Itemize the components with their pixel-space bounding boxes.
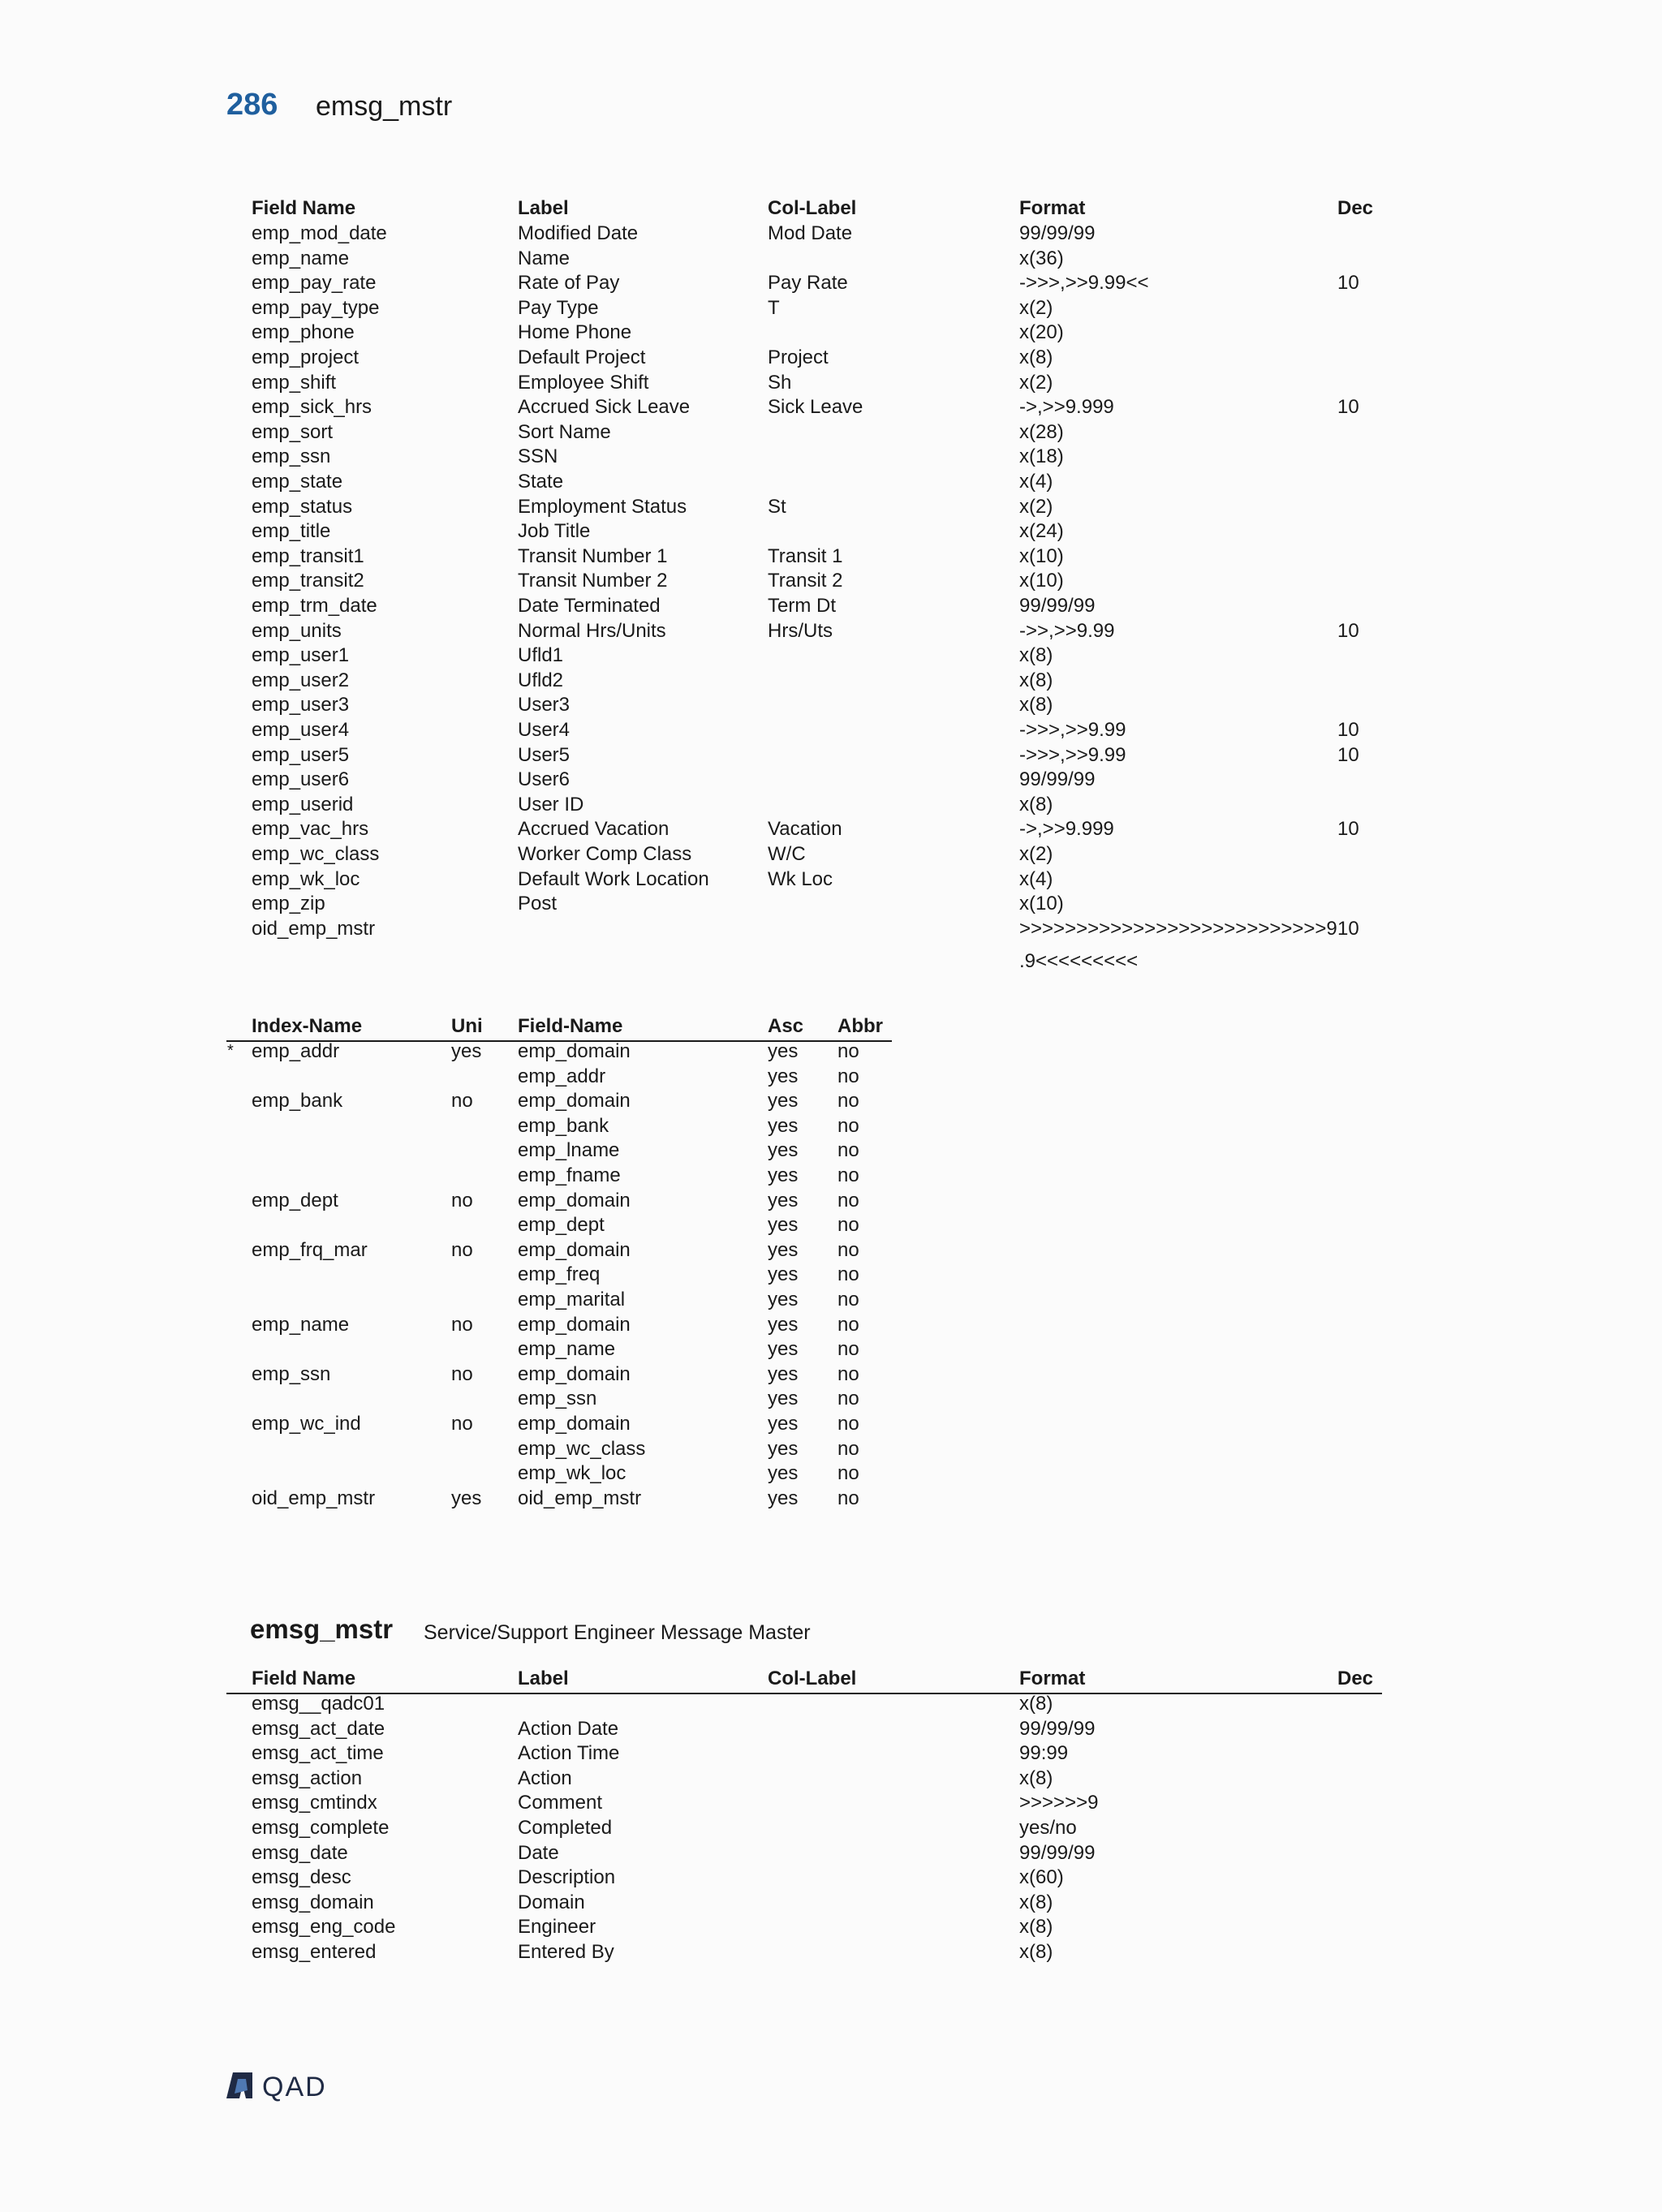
field-name-cell: emp_shift bbox=[252, 371, 337, 394]
format-cell: ->>>,>>9.99 bbox=[1019, 743, 1126, 766]
field-name-cell: emp_status bbox=[252, 495, 353, 518]
format-cell: >>>>>>>>>>>>>>>>>>>>>>>>>>>9 bbox=[1019, 917, 1337, 940]
abbr-cell: no bbox=[837, 1289, 859, 1310]
format-cell: x(8) bbox=[1019, 1693, 1053, 1715]
col-header-field-name: Field Name bbox=[252, 197, 356, 219]
label-cell: SSN bbox=[518, 445, 558, 468]
label-cell: Rate of Pay bbox=[518, 272, 620, 295]
label-cell: User3 bbox=[518, 694, 571, 717]
asc-cell: yes bbox=[768, 1040, 799, 1062]
format-cell: 99/99/99 bbox=[1019, 768, 1096, 791]
format-cell: >>>>>>9 bbox=[1019, 1792, 1099, 1814]
label-cell: Normal Hrs/Units bbox=[518, 619, 666, 642]
label-cell: State bbox=[518, 471, 564, 493]
label-cell: Domain bbox=[518, 1891, 585, 1913]
index-name-cell: emp_ssn bbox=[252, 1362, 331, 1385]
asc-cell: yes bbox=[768, 1313, 799, 1336]
col-label-cell: W/C bbox=[768, 843, 806, 865]
index-name-cell: emp_bank bbox=[252, 1090, 343, 1112]
index-field-cell: emp_addr bbox=[518, 1065, 606, 1087]
format-cell: ->,>>9.999 bbox=[1019, 396, 1114, 419]
format-cell: x(8) bbox=[1019, 793, 1053, 816]
dec-cell: 10 bbox=[1337, 719, 1359, 741]
col-label-cell: Transit 1 bbox=[768, 544, 843, 567]
label-cell: Action bbox=[518, 1767, 572, 1789]
col-label-cell: Hrs/Uts bbox=[768, 619, 833, 642]
format-cell: x(4) bbox=[1019, 867, 1053, 890]
format-cell: x(8) bbox=[1019, 346, 1053, 368]
abbr-cell: no bbox=[837, 1388, 859, 1410]
field-name-cell: emsg_act_date bbox=[252, 1717, 385, 1740]
abbr-cell: no bbox=[837, 1462, 859, 1485]
format-cell: x(2) bbox=[1019, 296, 1053, 319]
format-cell: 99/99/99 bbox=[1019, 222, 1096, 244]
format-cell: x(2) bbox=[1019, 843, 1053, 865]
dec-cell: 10 bbox=[1337, 818, 1359, 841]
label-cell: Description bbox=[518, 1866, 616, 1889]
label-cell: Engineer bbox=[518, 1916, 596, 1939]
field-name-cell: emp_title bbox=[252, 520, 331, 543]
field-name-cell: emp_user5 bbox=[252, 743, 350, 766]
asc-cell: yes bbox=[768, 1139, 799, 1162]
format-cell: ->,>>9.999 bbox=[1019, 818, 1114, 841]
abbr-cell: no bbox=[837, 1114, 859, 1137]
abbr-cell: no bbox=[837, 1413, 859, 1435]
abbr-cell: no bbox=[837, 1164, 859, 1186]
label-cell: Home Phone bbox=[518, 321, 632, 344]
index-field-cell: emp_freq bbox=[518, 1263, 601, 1286]
format-cell: ->>>,>>9.99<< bbox=[1019, 272, 1149, 295]
field-name-cell: oid_emp_mstr bbox=[252, 917, 376, 940]
col-header-col-label: Col-Label bbox=[768, 1668, 857, 1689]
format-cell: x(2) bbox=[1019, 495, 1053, 518]
index-name-cell: emp_wc_ind bbox=[252, 1413, 361, 1435]
asc-cell: yes bbox=[768, 1214, 799, 1237]
index-field-cell: emp_domain bbox=[518, 1090, 631, 1112]
format-cell: 99:99 bbox=[1019, 1742, 1069, 1765]
abbr-cell: no bbox=[837, 1263, 859, 1286]
abbr-cell: no bbox=[837, 1487, 859, 1509]
asc-cell: yes bbox=[768, 1164, 799, 1186]
label-cell: Employment Status bbox=[518, 495, 687, 518]
label-cell: Default Work Location bbox=[518, 867, 709, 890]
unique-cell: no bbox=[451, 1238, 473, 1261]
label-cell: User4 bbox=[518, 719, 571, 741]
field-name-cell: emp_phone bbox=[252, 321, 355, 344]
index-field-cell: oid_emp_mstr bbox=[518, 1487, 642, 1509]
field-name-cell: emsg_act_time bbox=[252, 1742, 384, 1765]
format-cell: x(8) bbox=[1019, 644, 1053, 667]
format-cell: x(20) bbox=[1019, 321, 1064, 344]
col-header-asc: Asc bbox=[768, 1015, 804, 1037]
index-field-cell: emp_name bbox=[518, 1338, 616, 1361]
unique-cell: yes bbox=[451, 1487, 482, 1509]
col-header-uni: Uni bbox=[451, 1015, 483, 1037]
field-name-cell: emsg_desc bbox=[252, 1866, 351, 1889]
index-field-cell: emp_domain bbox=[518, 1040, 631, 1062]
format-cell: x(28) bbox=[1019, 420, 1064, 443]
col-label-cell: St bbox=[768, 495, 786, 518]
format-cell: x(18) bbox=[1019, 445, 1064, 468]
index-name-cell: emp_frq_mar bbox=[252, 1238, 368, 1261]
label-cell: Date bbox=[518, 1841, 559, 1864]
unique-cell: no bbox=[451, 1313, 473, 1336]
format-cell: x(10) bbox=[1019, 544, 1064, 567]
col-header-field-name: Field Name bbox=[252, 1668, 356, 1689]
asc-cell: yes bbox=[768, 1437, 799, 1460]
label-cell: User5 bbox=[518, 743, 571, 766]
col-header-abbr: Abbr bbox=[837, 1015, 883, 1037]
label-cell: Modified Date bbox=[518, 222, 639, 244]
asc-cell: yes bbox=[768, 1065, 799, 1087]
field-name-cell: emp_user6 bbox=[252, 768, 350, 791]
label-cell: Ufld2 bbox=[518, 669, 564, 691]
label-cell: Transit Number 2 bbox=[518, 570, 668, 592]
primary-index-marker: * bbox=[227, 1042, 234, 1060]
dec-cell: 10 bbox=[1337, 272, 1359, 295]
field-name-cell: emp_user2 bbox=[252, 669, 350, 691]
field-name-cell: emp_transit1 bbox=[252, 544, 364, 567]
index-name-cell: emp_name bbox=[252, 1313, 350, 1336]
unique-cell: yes bbox=[451, 1040, 482, 1062]
label-cell: Default Project bbox=[518, 346, 646, 368]
col-header-dec: Dec bbox=[1337, 197, 1374, 219]
format-cell: yes/no bbox=[1019, 1817, 1077, 1839]
unique-cell: no bbox=[451, 1189, 473, 1211]
index-field-cell: emp_fname bbox=[518, 1164, 621, 1186]
abbr-cell: no bbox=[837, 1437, 859, 1460]
label-cell: Accrued Sick Leave bbox=[518, 396, 691, 419]
index-field-cell: emp_domain bbox=[518, 1313, 631, 1336]
unique-cell: no bbox=[451, 1090, 473, 1112]
field-name-cell: emp_user4 bbox=[252, 719, 350, 741]
col-label-cell: T bbox=[768, 296, 780, 319]
label-cell: Entered By bbox=[518, 1941, 614, 1963]
field-name-cell: emp_wk_loc bbox=[252, 867, 360, 890]
asc-cell: yes bbox=[768, 1289, 799, 1310]
format-cell: ->>,>>9.99 bbox=[1019, 619, 1115, 642]
format-cell: x(8) bbox=[1019, 1767, 1053, 1789]
index-field-cell: emp_wk_loc bbox=[518, 1462, 626, 1485]
dec-cell: 10 bbox=[1337, 396, 1359, 419]
format-cell: ->>>,>>9.99 bbox=[1019, 719, 1126, 741]
label-cell: Transit Number 1 bbox=[518, 544, 668, 567]
col-header-field-name: Field-Name bbox=[518, 1015, 623, 1037]
index-field-cell: emp_domain bbox=[518, 1189, 631, 1211]
col-label-cell: Transit 2 bbox=[768, 570, 843, 592]
format-cell: x(10) bbox=[1019, 570, 1064, 592]
format-cell: x(4) bbox=[1019, 471, 1053, 493]
abbr-cell: no bbox=[837, 1313, 859, 1336]
abbr-cell: no bbox=[837, 1065, 859, 1087]
format-cell: x(8) bbox=[1019, 1916, 1053, 1939]
field-name-cell: emsg_date bbox=[252, 1841, 348, 1864]
dec-cell: 10 bbox=[1337, 917, 1359, 940]
field-name-cell: emp_sick_hrs bbox=[252, 396, 372, 419]
dec-cell: 10 bbox=[1337, 743, 1359, 766]
field-name-cell: emp_userid bbox=[252, 793, 354, 816]
abbr-cell: no bbox=[837, 1214, 859, 1237]
field-name-cell: emp_project bbox=[252, 346, 360, 368]
oid-format-continuation: .9<<<<<<<<< bbox=[1019, 950, 1139, 972]
abbr-cell: no bbox=[837, 1238, 859, 1261]
format-cell: x(10) bbox=[1019, 893, 1064, 915]
format-cell: x(36) bbox=[1019, 247, 1064, 269]
col-label-cell: Project bbox=[768, 346, 829, 368]
index-name-cell: oid_emp_mstr bbox=[252, 1487, 376, 1509]
field-name-cell: emsg__qadc01 bbox=[252, 1693, 385, 1715]
label-cell: Date Terminated bbox=[518, 595, 661, 617]
col-header-col-label: Col-Label bbox=[768, 197, 857, 219]
label-cell: Worker Comp Class bbox=[518, 843, 692, 865]
page-topic: emsg_mstr bbox=[316, 91, 453, 122]
page-number: 286 bbox=[226, 88, 278, 122]
field-name-cell: emp_name bbox=[252, 247, 350, 269]
index-field-cell: emp_domain bbox=[518, 1238, 631, 1261]
index-field-cell: emp_dept bbox=[518, 1214, 605, 1237]
col-header-dec: Dec bbox=[1337, 1668, 1374, 1689]
label-cell: Accrued Vacation bbox=[518, 818, 670, 841]
field-name-cell: emp_transit2 bbox=[252, 570, 364, 592]
field-name-cell: emp_trm_date bbox=[252, 595, 377, 617]
field-name-cell: emsg_domain bbox=[252, 1891, 374, 1913]
asc-cell: yes bbox=[768, 1413, 799, 1435]
field-name-cell: emsg_complete bbox=[252, 1817, 390, 1839]
format-cell: x(60) bbox=[1019, 1866, 1064, 1889]
label-cell: User6 bbox=[518, 768, 571, 791]
label-cell: Employee Shift bbox=[518, 371, 649, 394]
index-field-cell: emp_domain bbox=[518, 1413, 631, 1435]
asc-cell: yes bbox=[768, 1462, 799, 1485]
field-name-cell: emp_ssn bbox=[252, 445, 331, 468]
field-name-cell: emsg_action bbox=[252, 1767, 363, 1789]
col-label-cell: Pay Rate bbox=[768, 272, 848, 295]
col-header-label: Label bbox=[518, 197, 569, 219]
field-name-cell: emp_wc_class bbox=[252, 843, 380, 865]
label-cell: Ufld1 bbox=[518, 644, 564, 667]
emsg-header-rule bbox=[226, 1693, 1382, 1694]
field-name-cell: emp_user1 bbox=[252, 644, 350, 667]
label-cell: Name bbox=[518, 247, 571, 269]
col-header-index-name: Index-Name bbox=[252, 1015, 363, 1037]
col-label-cell: Wk Loc bbox=[768, 867, 833, 890]
abbr-cell: no bbox=[837, 1189, 859, 1211]
asc-cell: yes bbox=[768, 1388, 799, 1410]
index-field-cell: emp_ssn bbox=[518, 1388, 597, 1410]
section-title: emsg_mstr bbox=[250, 1614, 394, 1644]
field-name-cell: emp_pay_rate bbox=[252, 272, 377, 295]
col-label-cell: Sick Leave bbox=[768, 396, 863, 419]
asc-cell: yes bbox=[768, 1114, 799, 1137]
field-name-cell: emp_mod_date bbox=[252, 222, 387, 244]
label-cell: Action Time bbox=[518, 1742, 620, 1765]
abbr-cell: no bbox=[837, 1040, 859, 1062]
format-cell: x(24) bbox=[1019, 520, 1064, 543]
label-cell: Post bbox=[518, 893, 558, 915]
abbr-cell: no bbox=[837, 1139, 859, 1162]
asc-cell: yes bbox=[768, 1487, 799, 1509]
label-cell: Comment bbox=[518, 1792, 603, 1814]
format-cell: 99/99/99 bbox=[1019, 595, 1096, 617]
field-name-cell: emp_user3 bbox=[252, 694, 350, 717]
dec-cell: 10 bbox=[1337, 619, 1359, 642]
abbr-cell: no bbox=[837, 1338, 859, 1361]
asc-cell: yes bbox=[768, 1238, 799, 1261]
index-field-cell: emp_bank bbox=[518, 1114, 609, 1137]
field-name-cell: emp_units bbox=[252, 619, 342, 642]
field-name-cell: emsg_cmtindx bbox=[252, 1792, 377, 1814]
label-cell: Pay Type bbox=[518, 296, 599, 319]
col-header-label: Label bbox=[518, 1668, 569, 1689]
field-name-cell: emp_pay_type bbox=[252, 296, 380, 319]
abbr-cell: no bbox=[837, 1362, 859, 1385]
asc-cell: yes bbox=[768, 1189, 799, 1211]
field-name-cell: emp_zip bbox=[252, 893, 325, 915]
format-cell: 99/99/99 bbox=[1019, 1717, 1096, 1740]
col-header-format: Format bbox=[1019, 1668, 1086, 1689]
qad-logo-text: QAD bbox=[262, 2072, 327, 2102]
col-label-cell: Term Dt bbox=[768, 595, 836, 617]
format-cell: x(8) bbox=[1019, 1941, 1053, 1963]
label-cell: Action Date bbox=[518, 1717, 619, 1740]
col-label-cell: Vacation bbox=[768, 818, 842, 841]
format-cell: 99/99/99 bbox=[1019, 1841, 1096, 1864]
label-cell: Job Title bbox=[518, 520, 591, 543]
index-field-cell: emp_wc_class bbox=[518, 1437, 646, 1460]
col-header-format: Format bbox=[1019, 197, 1086, 219]
index-name-cell: emp_addr bbox=[252, 1040, 340, 1062]
qad-logo bbox=[225, 2069, 363, 2102]
asc-cell: yes bbox=[768, 1338, 799, 1361]
abbr-cell: no bbox=[837, 1090, 859, 1112]
index-name-cell: emp_dept bbox=[252, 1189, 338, 1211]
label-cell: Completed bbox=[518, 1817, 613, 1839]
index-field-cell: emp_marital bbox=[518, 1289, 626, 1310]
asc-cell: yes bbox=[768, 1362, 799, 1385]
field-name-cell: emsg_entered bbox=[252, 1941, 377, 1963]
unique-cell: no bbox=[451, 1362, 473, 1385]
field-name-cell: emp_sort bbox=[252, 420, 334, 443]
col-label-cell: Mod Date bbox=[768, 222, 853, 244]
section-description: Service/Support Engineer Message Master bbox=[424, 1621, 811, 1644]
label-cell: Sort Name bbox=[518, 420, 611, 443]
unique-cell: no bbox=[451, 1413, 473, 1435]
field-name-cell: emp_state bbox=[252, 471, 343, 493]
format-cell: x(2) bbox=[1019, 371, 1053, 394]
label-cell: User ID bbox=[518, 793, 584, 816]
format-cell: x(8) bbox=[1019, 1891, 1053, 1913]
asc-cell: yes bbox=[768, 1090, 799, 1112]
asc-cell: yes bbox=[768, 1263, 799, 1286]
col-label-cell: Sh bbox=[768, 371, 792, 394]
index-field-cell: emp_domain bbox=[518, 1362, 631, 1385]
format-cell: x(8) bbox=[1019, 669, 1053, 691]
index-field-cell: emp_lname bbox=[518, 1139, 620, 1162]
field-name-cell: emp_vac_hrs bbox=[252, 818, 369, 841]
field-name-cell: emsg_eng_code bbox=[252, 1916, 396, 1939]
format-cell: x(8) bbox=[1019, 694, 1053, 717]
